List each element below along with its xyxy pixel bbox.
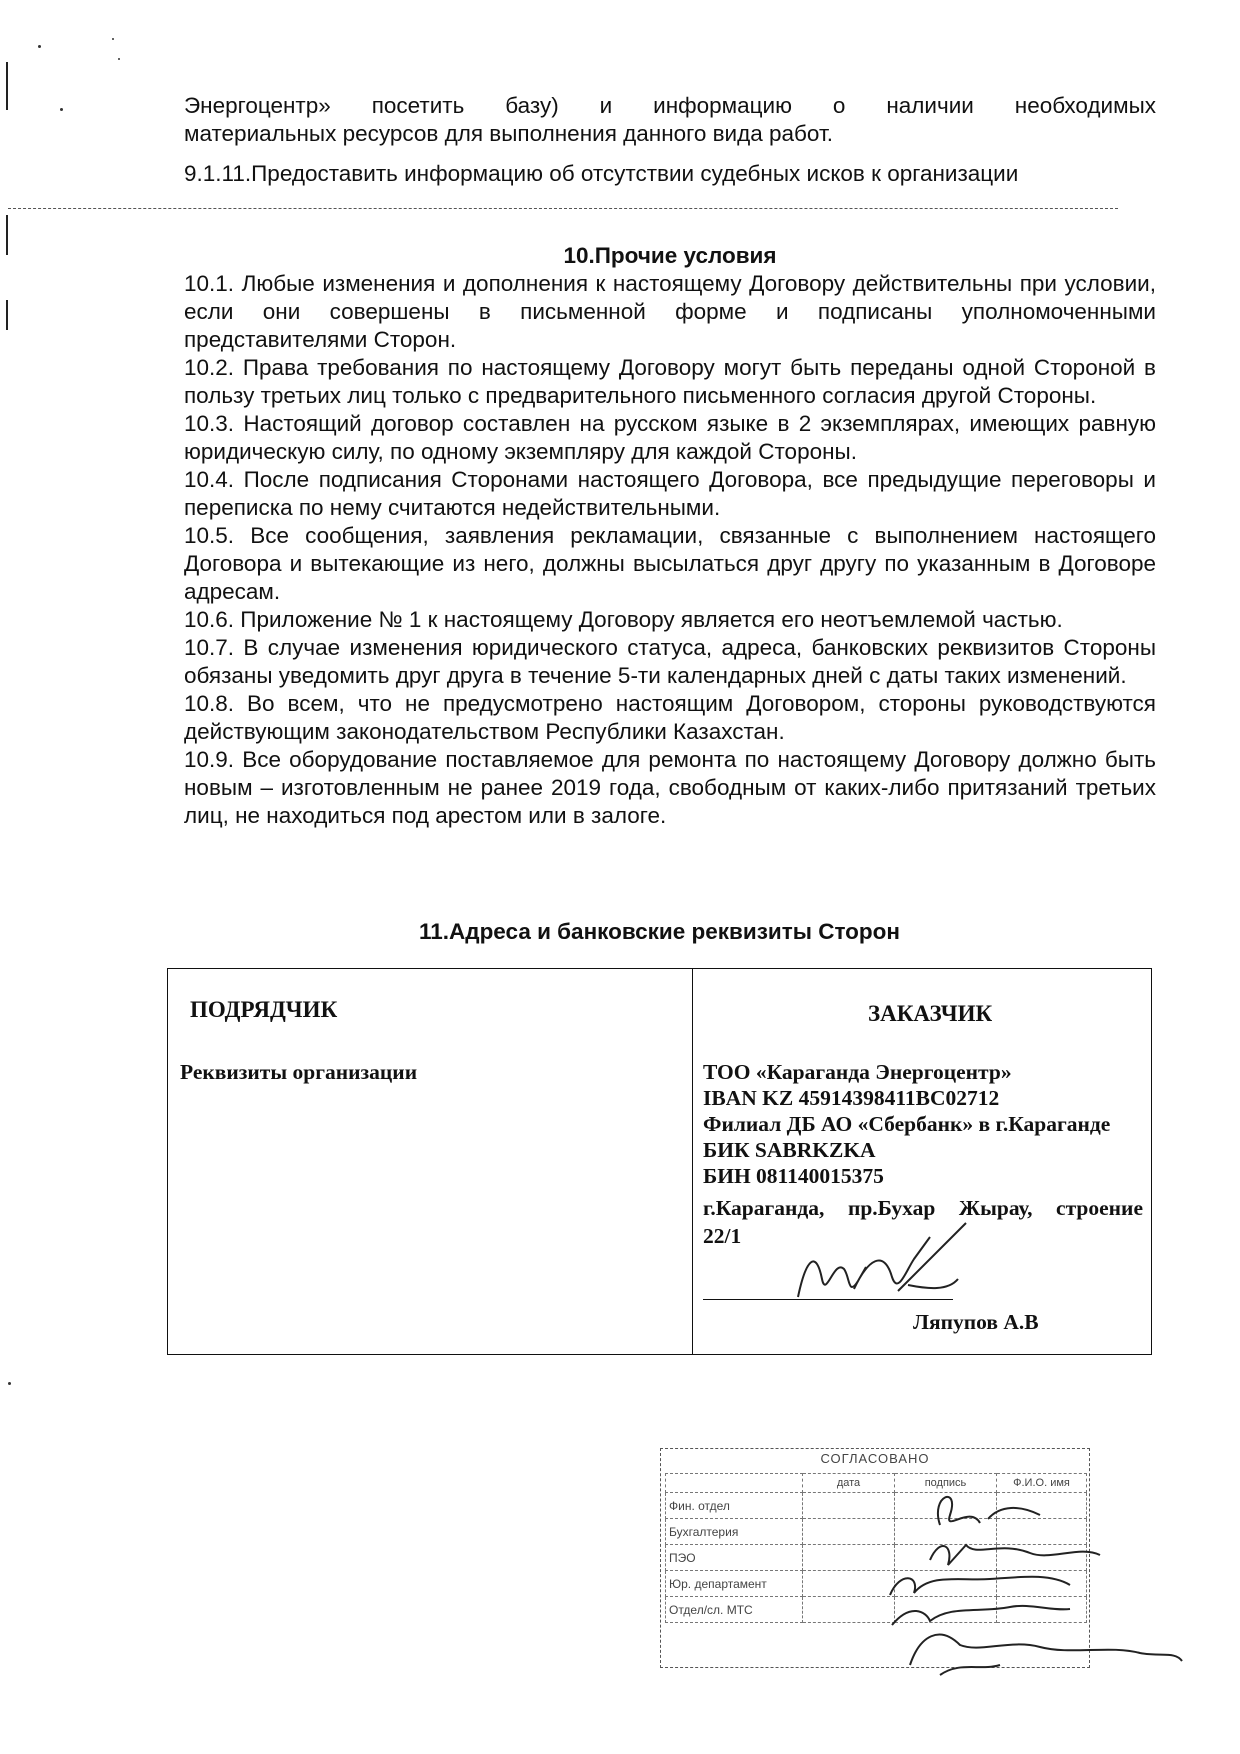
contractor-heading: ПОДРЯДЧИК: [190, 997, 338, 1022]
clause-10-2: 10.2. Права требования по настоящему Договору могут быть переданы одной Стороной в пользу третьих лиц только с предварительного письменного согласия другой Стороны.: [184, 355, 1156, 408]
scan-edge-mark: [6, 62, 8, 110]
scan-speck: [118, 58, 120, 60]
clause-10-4: 10.4. После подписания Сторонами настоящего Договора, все предыдущие переговоры и переписка по нему считаются недействительными.: [184, 467, 1156, 520]
stamp-row-label: ПЭО: [666, 1545, 803, 1571]
customer-bik: БИК SABRKZKA: [703, 1138, 876, 1162]
clause-10-9: 10.9. Все оборудование поставляемое для ремонта по настоящему Договору должно быть новым – изготовленным не ранее 2019 года, свободным от каких-либо притязаний третьих лиц, не находиться под арестом или в залоге.: [184, 747, 1156, 828]
approval-signatures: [870, 1475, 1200, 1680]
stamp-col-name: Ф.И.О. имя: [997, 1474, 1087, 1493]
table-column-divider: [692, 969, 693, 1354]
clause-10-8: 10.8. Во всем, что не предусмотрено настоящим Договором, стороны руководствуются действующим законодательством Республики Казахстан.: [184, 691, 1156, 744]
stamp-row-label: Фин. отдел: [666, 1493, 803, 1519]
stamp-row-label: Юр. департамент: [666, 1571, 803, 1597]
section-11-title: 11.Адреса и банковские реквизиты Сторон: [419, 919, 900, 944]
stamp-row-label: Отдел/сл. МТС: [666, 1597, 803, 1623]
section-10-body: [184, 270, 1156, 830]
scan-edge-mark: [6, 300, 8, 330]
contractor-details: Реквизиты организации: [180, 1060, 418, 1084]
customer-signatory: Ляпупов А.В: [913, 1310, 1039, 1334]
clause-10-5: 10.5. Все сообщения, заявления рекламации, связанные с выполнением настоящего Договора и вытекающие из него, должны высылаться друг другу по указанным в Договоре адресам.: [184, 523, 1156, 604]
clause-10-3: 10.3. Настоящий договор составлен на русском языке в 2 экземплярах, имеющих равную юридическую силу, по одному экземпляру для каждой Стороны.: [184, 411, 1156, 464]
requisites-table: [167, 968, 1152, 1355]
customer-heading: ЗАКАЗЧИК: [868, 1001, 993, 1026]
customer-address-building: 22/1: [703, 1224, 742, 1248]
stamp-col-blank: [666, 1474, 803, 1493]
stamp-col-signature: подпись: [895, 1474, 997, 1493]
section-10-title: 10.Прочие условия: [563, 243, 777, 268]
carryover-line-1: Энергоцентр» посетить базу) и информацию о наличии необходимых: [184, 93, 1156, 118]
scan-edge-mark: [6, 215, 8, 255]
clause-9-1-11: 9.1.11.Предоставить информацию об отсутствии судебных исков к организации: [184, 161, 1019, 186]
stamp-row-label: Бухгалтерия: [666, 1519, 803, 1545]
scan-speck: [38, 45, 41, 48]
customer-bank: Филиал ДБ АО «Сбербанк» в г.Караганде: [703, 1112, 1111, 1136]
scan-speck: [8, 1382, 11, 1385]
clause-10-6: 10.6. Приложение № 1 к настоящему Договору является его неотъемлемой частью.: [184, 607, 1063, 632]
scan-speck: [112, 38, 114, 40]
stamp-title: СОГЛАСОВАНО: [820, 1451, 930, 1466]
scan-speck: [60, 108, 63, 111]
customer-signature: [788, 1219, 988, 1319]
customer-name: ТОО «Караганда Энергоцентр»: [703, 1060, 1012, 1084]
customer-bin: БИН 081140015375: [703, 1164, 884, 1188]
clause-10-7: 10.7. В случае изменения юридического статуса, адреса, банковских реквизитов Стороны обязаны уведомить друг друга в течение 5-ти календарных дней с даты таких изменений.: [184, 635, 1156, 688]
carryover-line-2: материальных ресурсов для выполнения данного вида работ.: [184, 121, 834, 146]
customer-address: г.Караганда, пр.Бухар Жырау, строение: [703, 1196, 1143, 1220]
clause-10-1: 10.1. Любые изменения и дополнения к настоящему Договору действительны при условии, если они совершены в письменной форме и подписаны уполномоченными представителями Сторон.: [184, 271, 1156, 352]
scan-dashed-rule: [8, 208, 1118, 209]
stamp-col-date: дата: [803, 1474, 895, 1493]
customer-iban: IBAN KZ 45914398411BC02712: [703, 1086, 1000, 1110]
